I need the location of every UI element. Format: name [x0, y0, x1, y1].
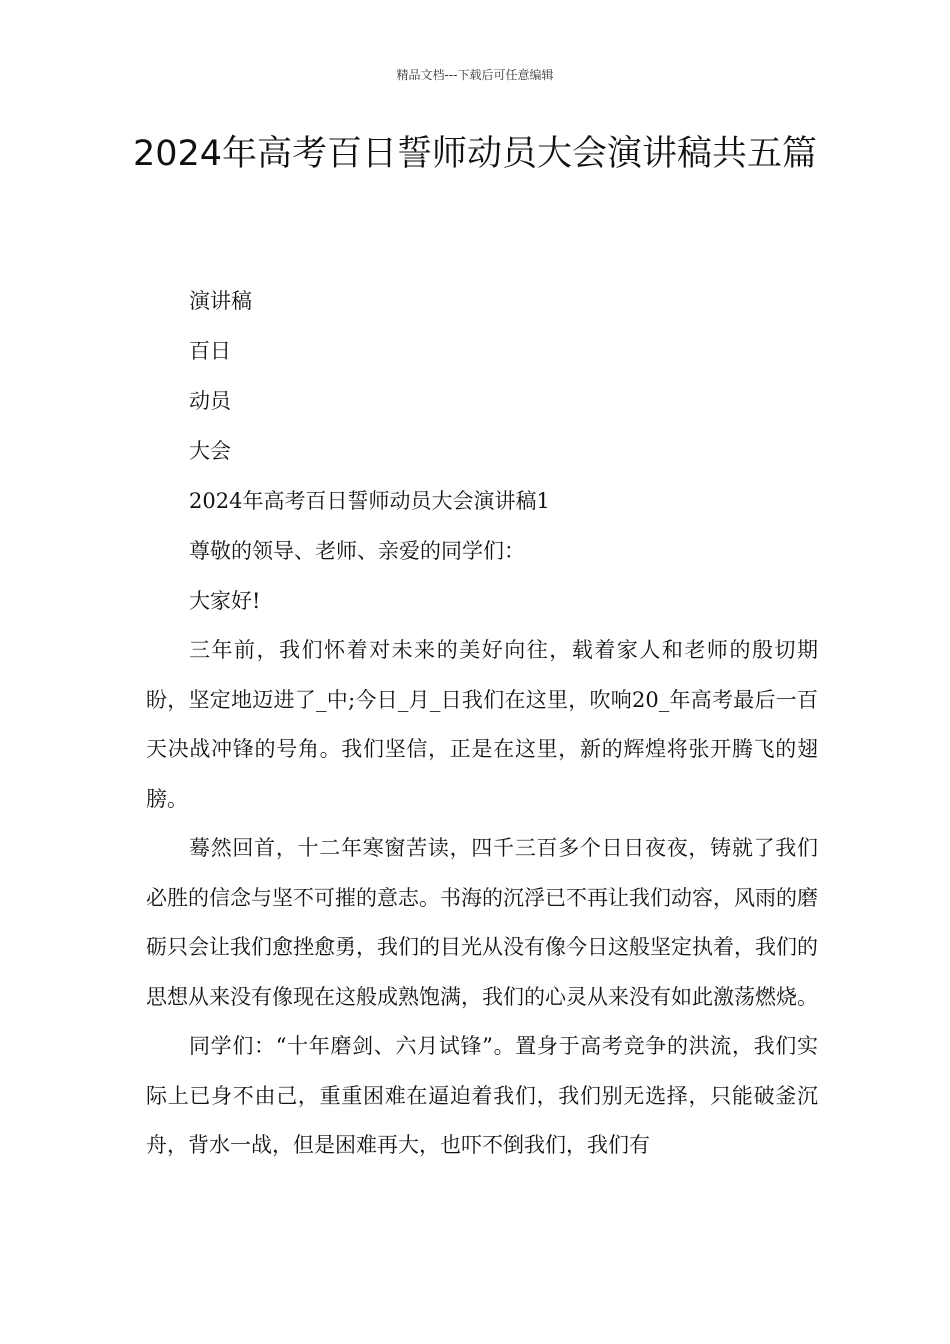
document-body — [146, 276, 818, 1171]
speech-subtitle: 2024年高考百日誓师动员大会演讲稿1 — [189, 489, 550, 513]
document-title: 2024年高考百日誓师动员大会演讲稿共五篇 — [132, 134, 818, 174]
keyword-line: 百日 — [189, 339, 231, 363]
keyword-line: 动员 — [189, 389, 231, 413]
greeting: 大家好! — [189, 589, 261, 613]
keyword-line: 演讲稿 — [189, 289, 252, 313]
paragraph: 蓦然回首，十二年寒窗苦读，四千三百多个日日夜夜，铸就了我们必胜的信念与坚不可摧的意志。书海的沉浮已不再让我们动容，风雨的磨砺只会让我们愈挫愈勇，我们的目光从没有像今日这般坚定执着，我们的思想从来没有像现在这般成熟饱满，我们的心灵从来没有如此激荡燃烧。 — [146, 836, 818, 1009]
salutation: 尊敬的领导、老师、亲爱的同学们： — [189, 539, 525, 563]
keyword-line: 大会 — [189, 439, 231, 463]
paragraph: 三年前，我们怀着对未来的美好向往，载着家人和老师的殷切期盼，坚定地迈进了_中;今日_月_日我们在这里，吹响20_年高考最后一百天决战冲锋的号角。我们坚信，正是在这里，新的辉煌将张开腾飞的翅膀。 — [146, 638, 818, 811]
paragraph: 同学们：“十年磨剑、六月试锋”。置身于高考竞争的洪流，我们实际上已身不由己，重重困难在逼迫着我们，我们别无选择，只能破釜沉舟，背水一战，但是困难再大，也吓不倒我们，我们有 — [146, 1034, 818, 1157]
header-note: 精品文档---下载后可任意编辑 — [396, 68, 554, 82]
